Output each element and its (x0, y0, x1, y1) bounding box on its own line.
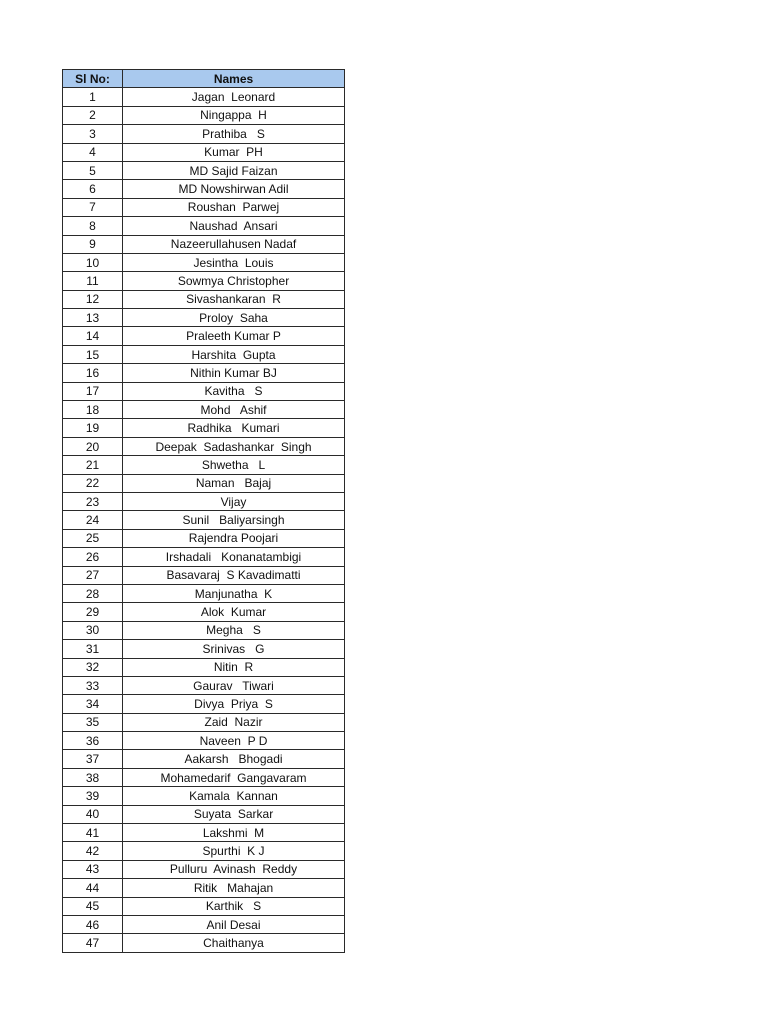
sl-no-cell: 14 (63, 327, 123, 345)
name-cell: Nitin R (123, 658, 345, 676)
sl-no-cell: 41 (63, 824, 123, 842)
sl-no-cell: 12 (63, 290, 123, 308)
sl-no-cell: 3 (63, 125, 123, 143)
name-cell: Zaid Nazir (123, 713, 345, 731)
sl-no-cell: 4 (63, 143, 123, 161)
name-cell: Rajendra Poojari (123, 529, 345, 547)
name-cell: Shwetha L (123, 456, 345, 474)
name-cell: Jagan Leonard (123, 88, 345, 106)
name-cell: Mohd Ashif (123, 401, 345, 419)
sl-no-cell: 6 (63, 180, 123, 198)
name-cell: Kamala Kannan (123, 787, 345, 805)
table-row (63, 915, 345, 933)
names-header: Names (123, 70, 345, 88)
table-row (63, 235, 345, 253)
sl-no-cell: 9 (63, 235, 123, 253)
sl-no-cell: 18 (63, 401, 123, 419)
sl-no-cell: 40 (63, 805, 123, 823)
table-row (63, 437, 345, 455)
table-row (63, 860, 345, 878)
name-cell: Naman Bajaj (123, 474, 345, 492)
name-cell: Vijay (123, 492, 345, 510)
sl-no-cell: 43 (63, 860, 123, 878)
name-cell: Ritik Mahajan (123, 879, 345, 897)
name-cell: Jesintha Louis (123, 253, 345, 271)
name-cell: Lakshmi M (123, 824, 345, 842)
name-cell: Sunil Baliyarsingh (123, 511, 345, 529)
name-cell: MD Sajid Faizan (123, 161, 345, 179)
sl-no-cell: 15 (63, 345, 123, 363)
table-row (63, 217, 345, 235)
table-row (63, 584, 345, 602)
name-cell: Irshadali Konanatambigi (123, 548, 345, 566)
sl-no-cell: 30 (63, 621, 123, 639)
sl-no-cell: 20 (63, 437, 123, 455)
table-row (63, 290, 345, 308)
name-cell: Radhika Kumari (123, 419, 345, 437)
sl-no-cell: 13 (63, 309, 123, 327)
name-cell: Naushad Ansari (123, 217, 345, 235)
sl-no-cell: 5 (63, 161, 123, 179)
sl-no-cell: 10 (63, 253, 123, 271)
sl-no-cell: 34 (63, 695, 123, 713)
sl-no-cell: 11 (63, 272, 123, 290)
sl-no-cell: 31 (63, 640, 123, 658)
table-row (63, 511, 345, 529)
table-row (63, 253, 345, 271)
table-row (63, 529, 345, 547)
table-row (63, 621, 345, 639)
table-row (63, 750, 345, 768)
name-cell: Basavaraj S Kavadimatti (123, 566, 345, 584)
table-row (63, 732, 345, 750)
sl-no-cell: 47 (63, 934, 123, 952)
sl-no-cell: 29 (63, 603, 123, 621)
sl-no-cell: 22 (63, 474, 123, 492)
name-cell: Spurthi K J (123, 842, 345, 860)
table-row (63, 879, 345, 897)
name-cell: Prathiba S (123, 125, 345, 143)
table-row (63, 456, 345, 474)
table-row (63, 272, 345, 290)
name-cell: Manjunatha K (123, 584, 345, 602)
table-row (63, 640, 345, 658)
sl-no-cell: 23 (63, 492, 123, 510)
table-row (63, 419, 345, 437)
table-row (63, 364, 345, 382)
name-cell: Megha S (123, 621, 345, 639)
sl-no-header: Sl No: (63, 70, 123, 88)
table-row (63, 566, 345, 584)
sl-no-cell: 8 (63, 217, 123, 235)
name-cell: Anil Desai (123, 915, 345, 933)
name-cell: Roushan Parwej (123, 198, 345, 216)
table-row (63, 548, 345, 566)
name-cell: Nazeerullahusen Nadaf (123, 235, 345, 253)
table-row (63, 787, 345, 805)
table-row (63, 161, 345, 179)
name-cell: Proloy Saha (123, 309, 345, 327)
name-cell: Alok Kumar (123, 603, 345, 621)
table-row (63, 934, 345, 952)
sl-no-cell: 39 (63, 787, 123, 805)
table-row (63, 88, 345, 106)
table-row (63, 345, 345, 363)
table-body (63, 88, 345, 952)
table-row (63, 768, 345, 786)
table-row (63, 474, 345, 492)
table-row (63, 125, 345, 143)
sl-no-cell: 38 (63, 768, 123, 786)
name-cell: Chaithanya (123, 934, 345, 952)
sl-no-cell: 26 (63, 548, 123, 566)
sl-no-cell: 42 (63, 842, 123, 860)
name-cell: Gaurav Tiwari (123, 676, 345, 694)
sl-no-cell: 44 (63, 879, 123, 897)
sl-no-cell: 17 (63, 382, 123, 400)
sl-no-cell: 32 (63, 658, 123, 676)
sl-no-cell: 27 (63, 566, 123, 584)
name-cell: Karthik S (123, 897, 345, 915)
table-row (63, 658, 345, 676)
sl-no-cell: 28 (63, 584, 123, 602)
table-row (63, 713, 345, 731)
table-row (63, 180, 345, 198)
header-row (63, 70, 345, 88)
table-row (63, 309, 345, 327)
name-cell: Ningappa H (123, 106, 345, 124)
table-row (63, 106, 345, 124)
name-cell: Pulluru Avinash Reddy (123, 860, 345, 878)
sl-no-cell: 21 (63, 456, 123, 474)
table-row (63, 198, 345, 216)
name-cell: Kumar PH (123, 143, 345, 161)
sl-no-cell: 19 (63, 419, 123, 437)
name-cell: Praleeth Kumar P (123, 327, 345, 345)
name-cell: Aakarsh Bhogadi (123, 750, 345, 768)
name-cell: MD Nowshirwan Adil (123, 180, 345, 198)
name-cell: Deepak Sadashankar Singh (123, 437, 345, 455)
names-table (62, 69, 345, 953)
sl-no-cell: 24 (63, 511, 123, 529)
sl-no-cell: 16 (63, 364, 123, 382)
table-row (63, 824, 345, 842)
names-sheet (62, 69, 345, 953)
table-row (63, 143, 345, 161)
table-row (63, 805, 345, 823)
name-cell: Srinivas G (123, 640, 345, 658)
sl-no-cell: 35 (63, 713, 123, 731)
name-cell: Mohamedarif Gangavaram (123, 768, 345, 786)
name-cell: Suyata Sarkar (123, 805, 345, 823)
table-row (63, 695, 345, 713)
sl-no-cell: 25 (63, 529, 123, 547)
sl-no-cell: 2 (63, 106, 123, 124)
table-row (63, 603, 345, 621)
table-row (63, 676, 345, 694)
name-cell: Kavitha S (123, 382, 345, 400)
sl-no-cell: 36 (63, 732, 123, 750)
table-row (63, 897, 345, 915)
table-row (63, 327, 345, 345)
name-cell: Nithin Kumar BJ (123, 364, 345, 382)
sl-no-cell: 33 (63, 676, 123, 694)
table-row (63, 492, 345, 510)
sl-no-cell: 46 (63, 915, 123, 933)
sl-no-cell: 45 (63, 897, 123, 915)
name-cell: Sivashankaran R (123, 290, 345, 308)
sl-no-cell: 37 (63, 750, 123, 768)
sl-no-cell: 7 (63, 198, 123, 216)
name-cell: Harshita Gupta (123, 345, 345, 363)
table-row (63, 401, 345, 419)
name-cell: Naveen P D (123, 732, 345, 750)
name-cell: Sowmya Christopher (123, 272, 345, 290)
sl-no-cell: 1 (63, 88, 123, 106)
table-row (63, 382, 345, 400)
name-cell: Divya Priya S (123, 695, 345, 713)
table-row (63, 842, 345, 860)
